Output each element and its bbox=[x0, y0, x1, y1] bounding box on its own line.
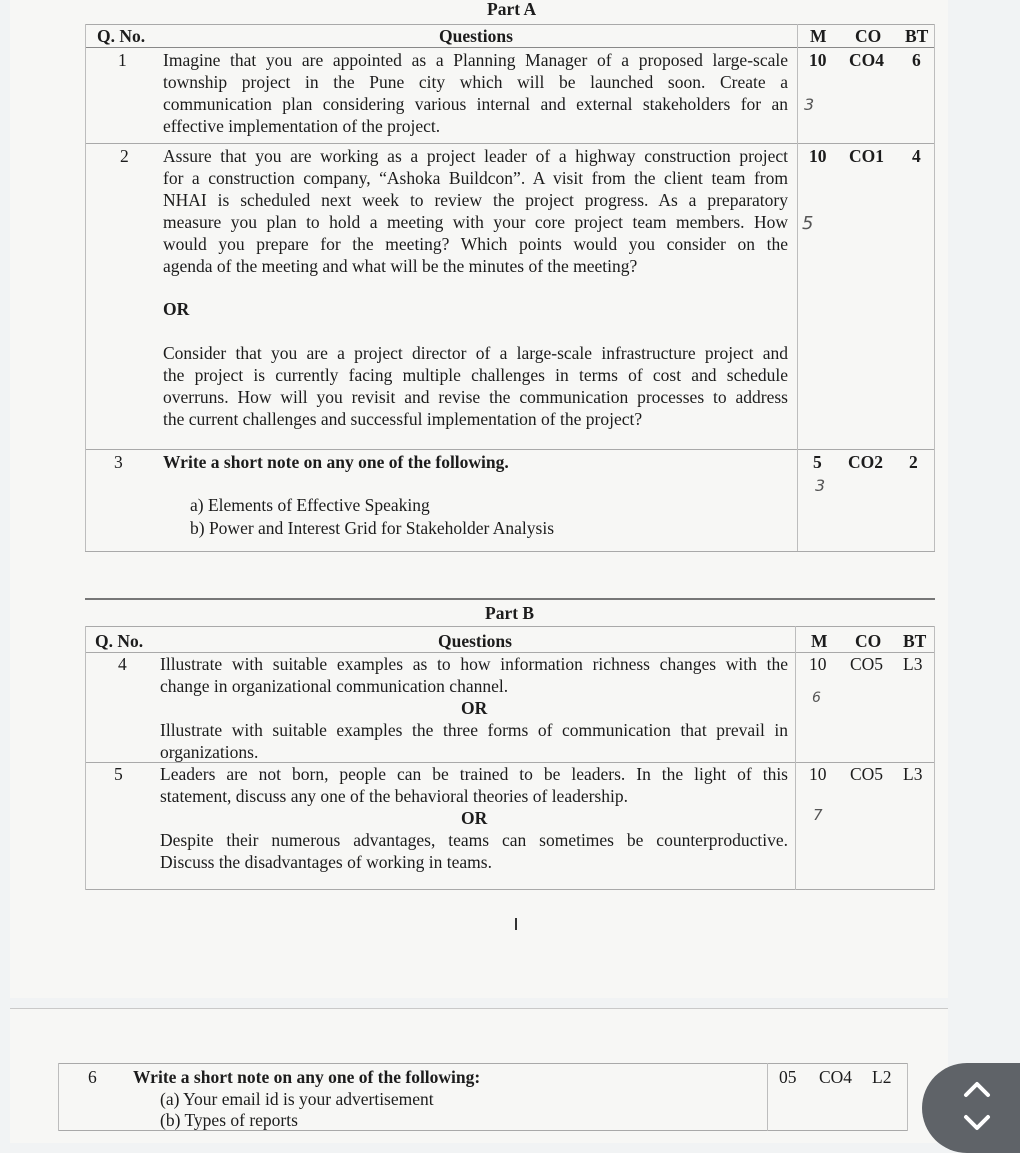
question-number: 3 bbox=[114, 452, 123, 472]
header-bt: BT bbox=[905, 26, 929, 46]
table-rule bbox=[85, 47, 935, 48]
or-label: OR bbox=[461, 808, 488, 828]
handwritten-mark: 7 bbox=[813, 806, 823, 824]
text-line: the project is currently facing multiple challenges in terms of cost and schedule bbox=[163, 365, 788, 385]
or-label: OR bbox=[163, 299, 190, 319]
question-number: 4 bbox=[118, 654, 127, 674]
text-line: NHAI is scheduled next week to review the project progress. As a preparatory bbox=[163, 190, 788, 210]
bt-value: L2 bbox=[872, 1067, 892, 1087]
part-b-title: Part B bbox=[485, 603, 535, 623]
table-rule bbox=[58, 1063, 59, 1131]
handwritten-mark: 3 bbox=[815, 476, 826, 495]
text-line: the current challenges and successful implementation of the project? bbox=[163, 409, 643, 429]
marks-value: 10 bbox=[809, 50, 827, 70]
scan-mark bbox=[515, 918, 517, 930]
question-2-alternative bbox=[163, 342, 788, 430]
header-co: CO bbox=[855, 631, 882, 651]
handwritten-mark: 6 bbox=[812, 690, 821, 706]
question-5-text bbox=[160, 763, 788, 807]
table-rule bbox=[795, 626, 796, 890]
marks-value: 10 bbox=[809, 146, 827, 166]
question-6-text: Write a short note on any one of the following: bbox=[133, 1067, 481, 1087]
question-number: 5 bbox=[114, 764, 123, 784]
question-3-text: Write a short note on any one of the following. bbox=[163, 452, 509, 472]
text-line: agenda of the meeting and what will be the minutes of the meeting? bbox=[163, 256, 638, 276]
option-a: a) Elements of Effective Speaking bbox=[190, 495, 430, 515]
question-4-alternative bbox=[160, 719, 788, 763]
header-m: M bbox=[810, 26, 827, 46]
previous-page-button[interactable] bbox=[955, 1073, 999, 1105]
question-number: 1 bbox=[118, 50, 127, 70]
handwritten-mark: 3 bbox=[804, 95, 815, 114]
text-line: Imagine that you are appointed as a Planning Manager of a proposed large-scale bbox=[163, 50, 788, 70]
exam-page-2 bbox=[10, 1008, 948, 1143]
question-number: 2 bbox=[120, 146, 129, 166]
marks-value: 5 bbox=[813, 452, 822, 472]
or-label: OR bbox=[461, 698, 488, 718]
header-questions: Questions bbox=[439, 26, 513, 46]
text-line: Assure that you are working as a project leader of a highway construction project bbox=[163, 146, 788, 166]
chevron-up-icon bbox=[962, 1079, 992, 1099]
text-line: Illustrate with suitable examples as to how information richness changes with the bbox=[160, 654, 788, 674]
text-line: Despite their numerous advantages, teams can sometimes be counterproductive. bbox=[160, 830, 788, 850]
table-rule bbox=[85, 449, 935, 450]
header-co: CO bbox=[855, 26, 882, 46]
part-a-title: Part A bbox=[487, 0, 537, 19]
table-rule bbox=[58, 1063, 908, 1064]
question-1-text bbox=[163, 49, 788, 137]
chevron-down-icon bbox=[962, 1113, 992, 1133]
next-page-button[interactable] bbox=[955, 1107, 999, 1139]
co-value: CO1 bbox=[849, 146, 884, 166]
bt-value: 4 bbox=[912, 146, 921, 166]
option-b: (b) Types of reports bbox=[160, 1110, 298, 1130]
bt-value: L3 bbox=[903, 764, 923, 784]
text-line: statement, discuss any one of the behavioral theories of leadership. bbox=[160, 786, 628, 806]
text-line: measure you plan to hold a meeting with your core project team members. How bbox=[163, 212, 788, 232]
table-rule bbox=[85, 24, 86, 551]
text-line: communication plan considering various internal and external stakeholders for an bbox=[163, 94, 788, 114]
section-rule bbox=[85, 598, 935, 600]
handwritten-mark: 5 bbox=[802, 213, 814, 234]
bt-value: L3 bbox=[903, 654, 923, 674]
table-rule bbox=[934, 24, 935, 551]
question-2-text bbox=[163, 145, 788, 277]
option-a: (a) Your email id is your advertisement bbox=[160, 1089, 434, 1109]
bt-value: 2 bbox=[909, 452, 918, 472]
text-line: Leaders are not born, people can be trained to be leaders. In the light of this bbox=[160, 764, 788, 784]
table-rule bbox=[797, 24, 798, 551]
table-rule bbox=[85, 551, 935, 552]
text-line: organizations. bbox=[160, 742, 259, 762]
header-qno: Q. No. bbox=[95, 631, 144, 651]
co-value: CO5 bbox=[850, 654, 884, 674]
header-questions: Questions bbox=[438, 631, 512, 651]
exam-page-1 bbox=[10, 0, 948, 998]
option-b: b) Power and Interest Grid for Stakeholder Analysis bbox=[190, 518, 555, 538]
text-line: Illustrate with suitable examples the three forms of communication that prevail in bbox=[160, 720, 788, 740]
text-line: would you prepare for the meeting? Which points would you consider on the bbox=[163, 234, 788, 254]
text-line: Consider that you are a project director of a large-scale infrastructure project and bbox=[163, 343, 788, 363]
table-rule bbox=[85, 626, 935, 627]
table-rule bbox=[85, 889, 935, 890]
text-line: township project in the Pune city which will be launched soon. Create a bbox=[163, 72, 788, 92]
question-4-text bbox=[160, 653, 788, 697]
table-rule bbox=[907, 1063, 908, 1131]
text-line: effective implementation of the project. bbox=[163, 116, 441, 136]
table-rule bbox=[934, 626, 935, 890]
page-navigation-control bbox=[922, 1063, 1020, 1153]
table-rule bbox=[85, 143, 935, 144]
question-5-alternative bbox=[160, 829, 788, 873]
marks-value: 10 bbox=[809, 764, 827, 784]
co-value: CO4 bbox=[849, 50, 884, 70]
table-rule bbox=[85, 626, 86, 890]
table-rule bbox=[767, 1063, 768, 1131]
text-line: Discuss the disadvantages of working in teams. bbox=[160, 852, 492, 872]
question-number: 6 bbox=[88, 1067, 97, 1087]
marks-value: 10 bbox=[809, 654, 827, 674]
header-bt: BT bbox=[903, 631, 927, 651]
header-m: M bbox=[811, 631, 828, 651]
co-value: CO2 bbox=[848, 452, 883, 472]
text-line: overruns. How will you revisit and revise the communication processes to address bbox=[163, 387, 788, 407]
text-line: change in organizational communication channel. bbox=[160, 676, 509, 696]
co-value: CO5 bbox=[850, 764, 884, 784]
co-value: CO4 bbox=[819, 1067, 853, 1087]
marks-value: 05 bbox=[779, 1067, 797, 1087]
bt-value: 6 bbox=[912, 50, 921, 70]
header-qno: Q. No. bbox=[97, 26, 146, 46]
text-line: for a construction company, “Ashoka Buildcon”. A visit from the client team from bbox=[163, 168, 788, 188]
